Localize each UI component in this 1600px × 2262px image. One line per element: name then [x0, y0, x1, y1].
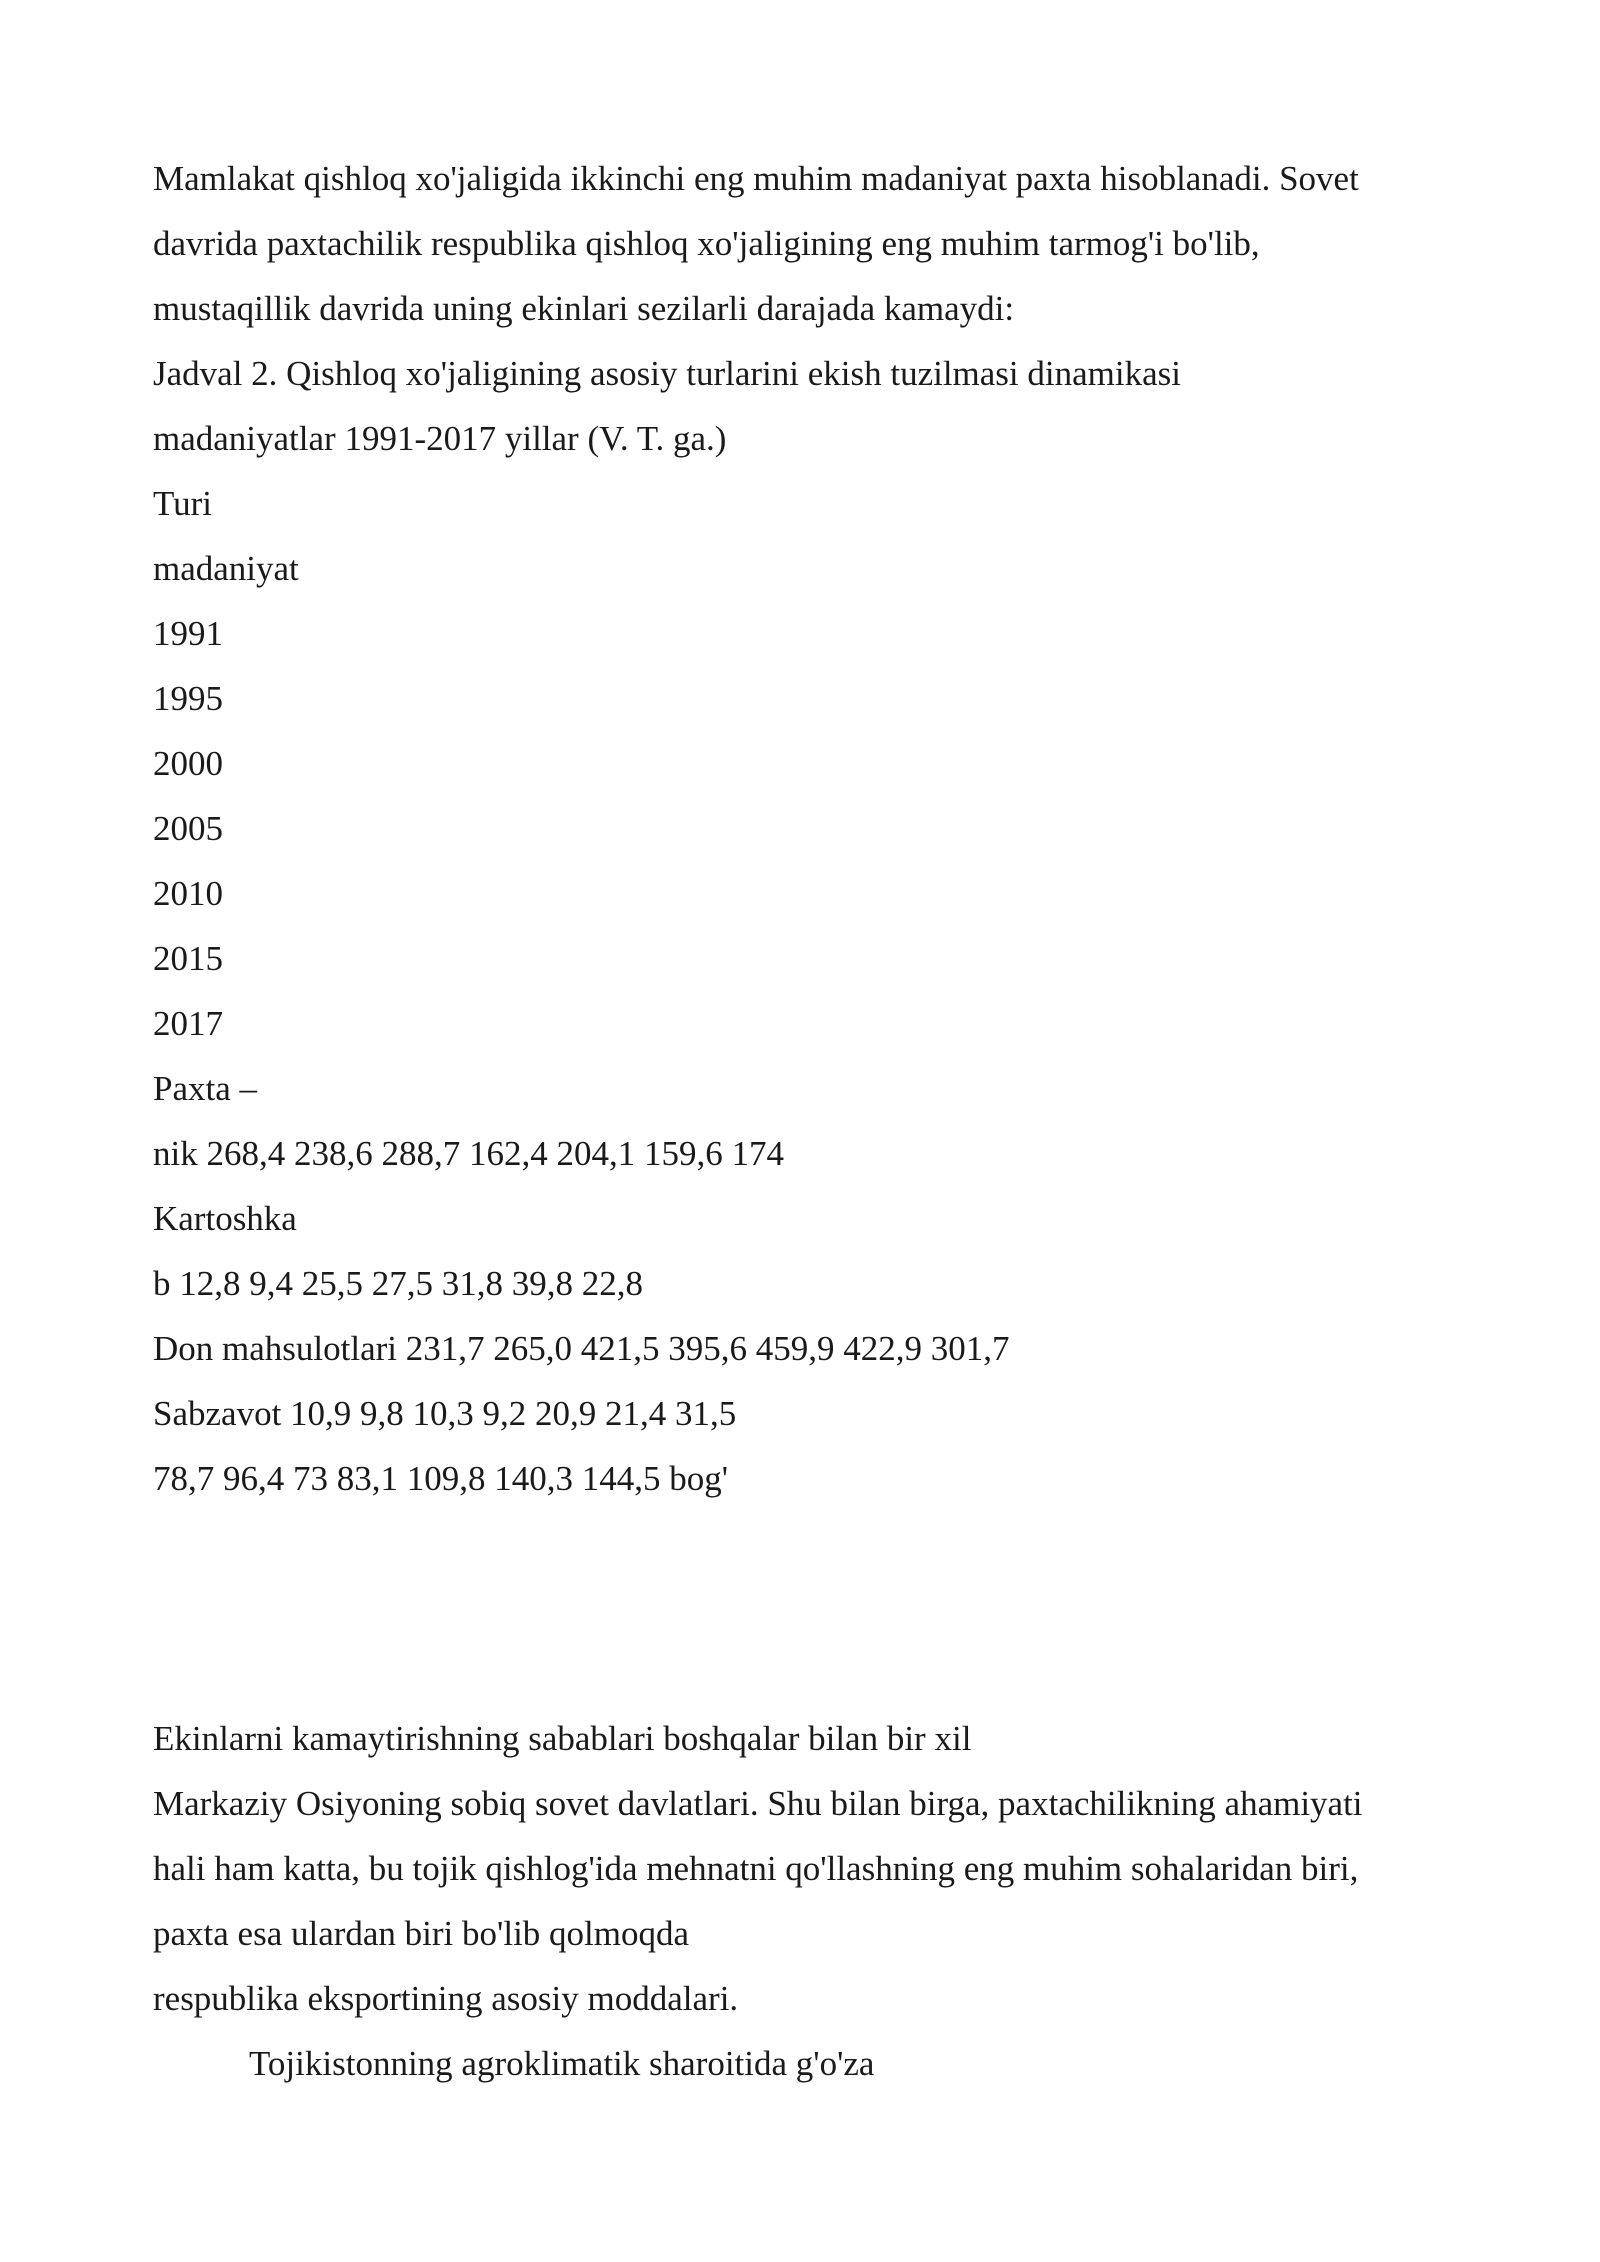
intro-line-3: mustaqillik davrida uning ekinlari sezilarli darajada kamaydi: [153, 289, 1015, 328]
closing-indented-line: Tojikistonning agroklimatik sharoitida g'o'za [249, 2044, 875, 2083]
table-row-orchard: 78,7 96,4 73 83,1 109,8 140,3 144,5 bog' [153, 1459, 729, 1498]
closing-line-2: Markaziy Osiyoning sobiq sovet davlatlari. Shu bilan birga, paxtachilikning ahamiyati [153, 1784, 1363, 1823]
document-page [153, 146, 1473, 2096]
table-row-cotton-values: nik 268,4 238,6 288,7 162,4 204,1 159,6 174 [153, 1134, 784, 1173]
intro-line-2: davrida paxtachilik respublika qishloq xo'jaligining eng muhim tarmog'i bo'lib, [153, 224, 1260, 263]
table-header-type: Turi [153, 484, 213, 523]
table-row-potato-label: Kartoshka [153, 1199, 297, 1238]
closing-line-4: paxta esa ulardan biri bo'lib qolmoqda [153, 1914, 690, 1953]
closing-line-3: hali ham katta, bu tojik qishlog'ida mehnatni qo'llashning eng muhim sohalaridan biri, [153, 1849, 1359, 1888]
table-year-2015: 2015 [153, 939, 223, 978]
table-caption-line-2: madaniyatlar 1991-2017 yillar (V. T. ga.) [153, 419, 727, 458]
table-year-2005: 2005 [153, 809, 223, 848]
table-row-grain: Don mahsulotlari 231,7 265,0 421,5 395,6 459,9 422,9 301,7 [153, 1329, 1010, 1368]
section-spacer [153, 1511, 1473, 1706]
intro-line-1: Mamlakat qishloq xo'jaligida ikkinchi eng muhim madaniyat paxta hisoblanadi. Sovet [153, 159, 1359, 198]
closing-line-1: Ekinlarni kamaytirishning sabablari boshqalar bilan bir xil [153, 1719, 972, 1758]
table-year-2000: 2000 [153, 744, 223, 783]
table-caption-line-1: Jadval 2. Qishloq xo'jaligining asosiy turlarini ekish tuzilmasi dinamikasi [153, 354, 1181, 393]
table-row-potato-values: b 12,8 9,4 25,5 27,5 31,8 39,8 22,8 [153, 1264, 643, 1303]
table-year-1991: 1991 [153, 614, 223, 653]
table-year-2010: 2010 [153, 874, 223, 913]
table-year-1995: 1995 [153, 679, 223, 718]
table-header-culture: madaniyat [153, 549, 299, 588]
table-row-cotton-label: Paxta – [153, 1069, 258, 1108]
table-year-2017: 2017 [153, 1004, 223, 1043]
closing-line-5: respublika eksportining asosiy moddalari. [153, 1979, 739, 2018]
table-row-vegetables: Sabzavot 10,9 9,8 10,3 9,2 20,9 21,4 31,5 [153, 1394, 737, 1433]
